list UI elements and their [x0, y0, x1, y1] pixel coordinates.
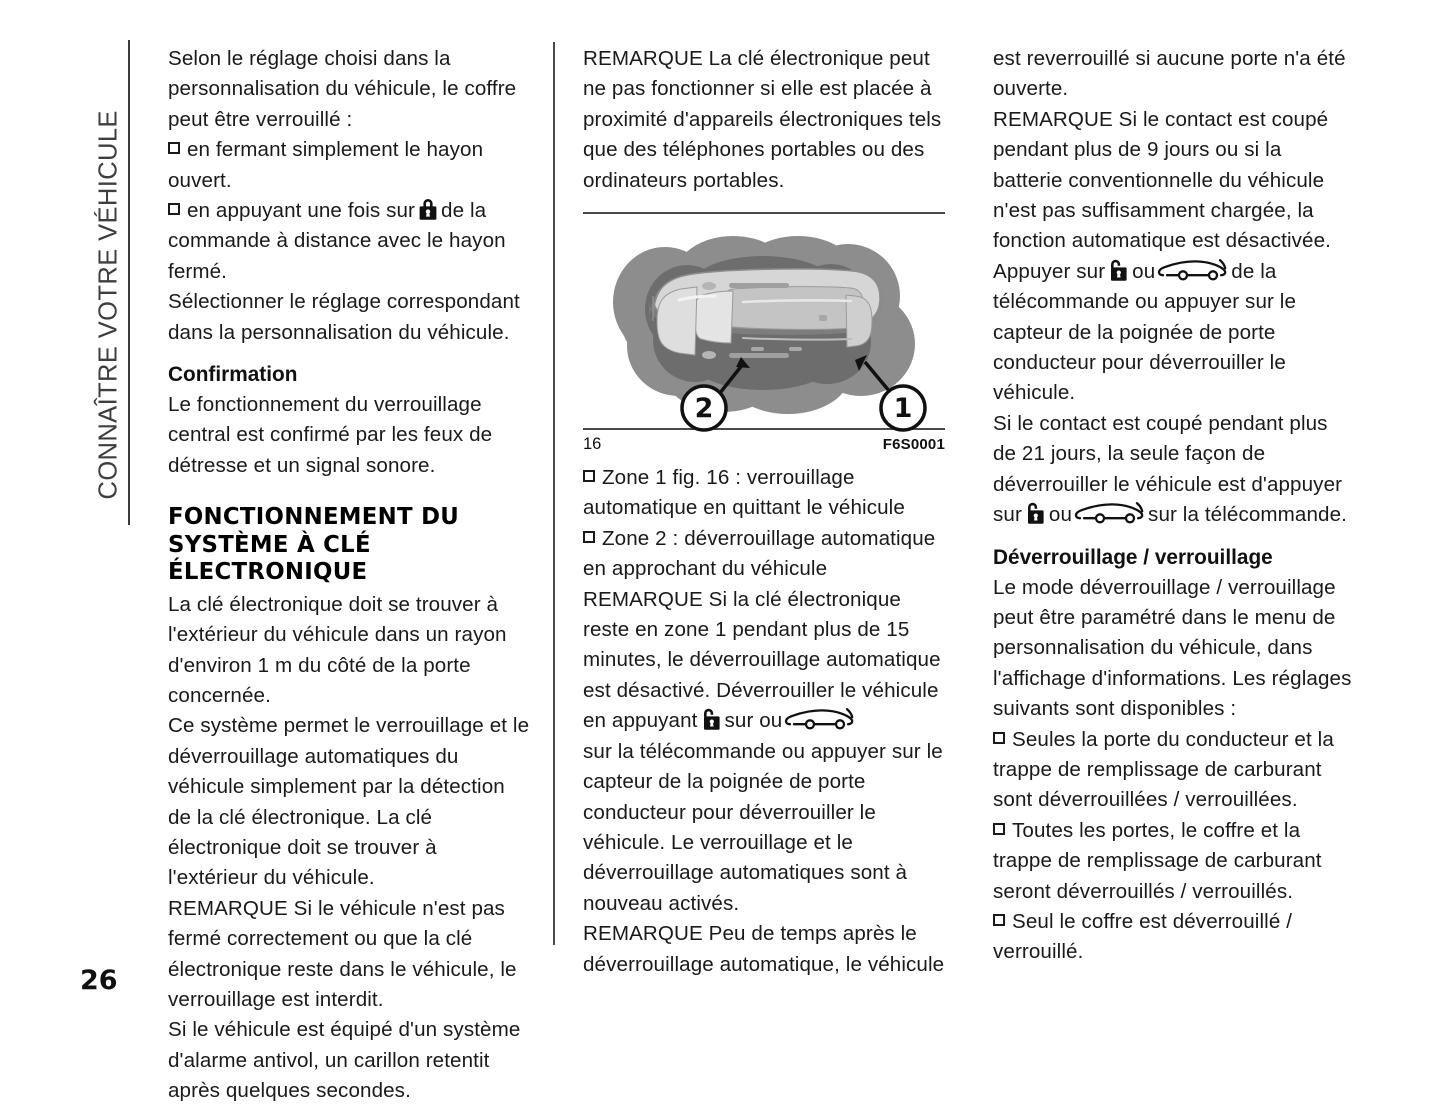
col2-paragraph-3: REMARQUE Peu de temps après le déverrouillage automatique, le véhicule [583, 922, 945, 976]
col3-paragraph-3 [993, 409, 1355, 531]
figure-image [583, 214, 945, 428]
square-bullet-icon [993, 823, 1005, 835]
lock-open-icon [1108, 258, 1129, 282]
square-bullet-icon [168, 203, 180, 215]
col1-paragraph-6: REMARQUE Si le véhicule n'est pas fermé correctement ou que la clé électronique reste dans le véhicule, le verrouillage est interdit. [168, 896, 517, 1012]
col3-paragraph-4: Le mode déverrouillage / verrouillage peut être paramétré dans le menu de personnalisation du véhicule, dans l'affichage d'informations. Les réglages suivants sont disponibles : [993, 575, 1352, 721]
col1-paragraph-3: Le fonctionnement du verrouillage central est confirmé par les feux de détresse et un signal sonore. [168, 393, 493, 477]
col1-paragraph-1: Selon le réglage choisi dans la personnalisation du véhicule, le coffre peut être verrouillé : [168, 47, 517, 131]
page-number: 26 [80, 965, 118, 996]
col2-paragraph-2-mid: sur ou [724, 709, 783, 733]
square-bullet-icon [168, 142, 180, 154]
square-bullet-icon [993, 732, 1005, 744]
col2-paragraph-2-cont: sur la télécommande ou appuyer sur le capteur de la poignée de porte conducteur pour déverrouiller le véhicule. Le verrouillage et le déverrouillage automatiques sont à nouveau activés. [583, 739, 943, 915]
col3-paragraph-1: est reverrouillé si aucune porte n'a été ouverte. [993, 47, 1346, 101]
col3-paragraph-3-mid: ou [1048, 503, 1073, 527]
figure-number: 16 [583, 435, 602, 454]
col2-bullet-2-text: Zone 2 : déverrouillage automatique en approchant du véhicule [583, 526, 936, 581]
col3-bullet-1-text: Seules la porte du conducteur et la trappe de remplissage de carburant sont déverrouillées / verrouillées. [993, 727, 1334, 812]
vehicle-zones-illustration [583, 214, 945, 428]
col3-paragraph-2-mid: ou [1132, 259, 1156, 283]
col3-bullet-1 [993, 725, 1355, 816]
col1-paragraph-4: La clé électronique doit se trouver à l'extérieur du véhicule dans un rayon d'environ 1 m du côté de la porte concernée. [168, 592, 507, 707]
col1-bullet-2 [168, 196, 530, 287]
col1-paragraph-7: Si le véhicule est équipé d'un système d'alarme antivol, un carillon retentit après quelques secondes. [168, 1018, 521, 1103]
car-outline-icon [1075, 501, 1145, 525]
col2-paragraph-2 [583, 585, 945, 737]
running-head-rule [128, 40, 130, 525]
col3-bullet-3-text: Seul le coffre est déverrouillé / verrouillé. [993, 909, 1293, 964]
car-outline-icon [1158, 258, 1228, 282]
figure-16 [583, 212, 945, 454]
col3-paragraph-2 [993, 105, 1355, 409]
col2-bullet-1-text: Zone 1 fig. 16 : verrouillage automatique en quittant le véhicule [583, 466, 905, 520]
column-3 [993, 44, 1355, 968]
lock-closed-icon [418, 197, 438, 221]
col3-bullet-2-text: Toutes les portes, le coffre et la trappe de remplissage de carburant seront déverrouillés / verrouillés. [993, 818, 1322, 903]
col1-bullet-2-text-after: de la commande à distance avec le hayon fermé. [168, 199, 506, 283]
square-bullet-icon [583, 531, 595, 543]
figure-caption [583, 435, 945, 454]
column-2 [583, 44, 945, 980]
col1-bullet-2-text-before: en appuyant une fois sur [187, 199, 416, 223]
col1-bullet-1 [168, 135, 530, 196]
col3-paragraph-3-before: Si le contact est coupé pendant plus de 21 jours, la seule façon de déverrouiller le véhicule est d'appuyer sur [993, 411, 1343, 527]
running-head-tab [84, 40, 130, 525]
col1-bullet-1-text: en fermant simplement le hayon ouvert. [168, 138, 484, 192]
col3-paragraph-2-before: REMARQUE Si le contact est coupé pendant plus de 9 jours ou si la batterie conventionnelle du véhicule n'est pas suffisamment chargée, la fonction automatique est désactivée. Appuyer sur [993, 107, 1331, 283]
col1-paragraph-2: Sélectionner le réglage correspondant dans la personnalisation du véhicule. [168, 290, 520, 344]
running-head-label: CONNAÎTRE VOTRE VÉHICULE [94, 110, 123, 500]
col1-section-heading: FONCTIONNEMENT DU SYSTÈME À CLÉ ÉLECTRONIQUE [168, 502, 460, 586]
figure-code: F6S0001 [882, 436, 945, 454]
square-bullet-icon [583, 470, 595, 482]
col2-paragraph-1: REMARQUE La clé électronique peut ne pas fonctionner si elle est placée à proximité d'appareils électroniques tels que des téléphones portables ou des ordinateurs portables. [583, 47, 942, 192]
col3-paragraph-2-after: de la télécommande ou appuyer sur le capteur de la poignée de porte conducteur pour déverrouiller le véhicule. [993, 259, 1297, 405]
lock-open-icon [701, 707, 722, 731]
lock-open-icon [1025, 501, 1046, 525]
col1-paragraph-5: Ce système permet le verrouillage et le déverrouillage automatiques du véhicule simplement par la détection de la clé électronique. La clé électronique doit se trouver à l'extérieur du véhicule. [168, 714, 530, 890]
column-divider-1 [553, 42, 555, 945]
car-outline-icon [785, 707, 855, 731]
col2-paragraph-2-before: REMARQUE Si la clé électronique reste en zone 1 pendant plus de 15 minutes, le déverrouillage automatique est désactivé. Déverrouiller le véhicule en appuyant [583, 587, 941, 733]
col3-paragraph-3-after: sur la télécommande. [1148, 503, 1347, 527]
figure-callout-2: 2 [694, 393, 714, 425]
square-bullet-icon [993, 914, 1005, 926]
col3-bullet-3 [993, 907, 1355, 968]
column-1 [168, 44, 530, 1107]
col1-subheading: Confirmation [168, 363, 298, 387]
col3-bullet-2 [993, 816, 1355, 907]
col2-bullet-2 [583, 524, 945, 585]
col2-bullet-1 [583, 463, 945, 524]
col3-subheading: Déverrouillage / verrouillage [993, 545, 1273, 569]
figure-callout-1: 1 [893, 393, 913, 425]
